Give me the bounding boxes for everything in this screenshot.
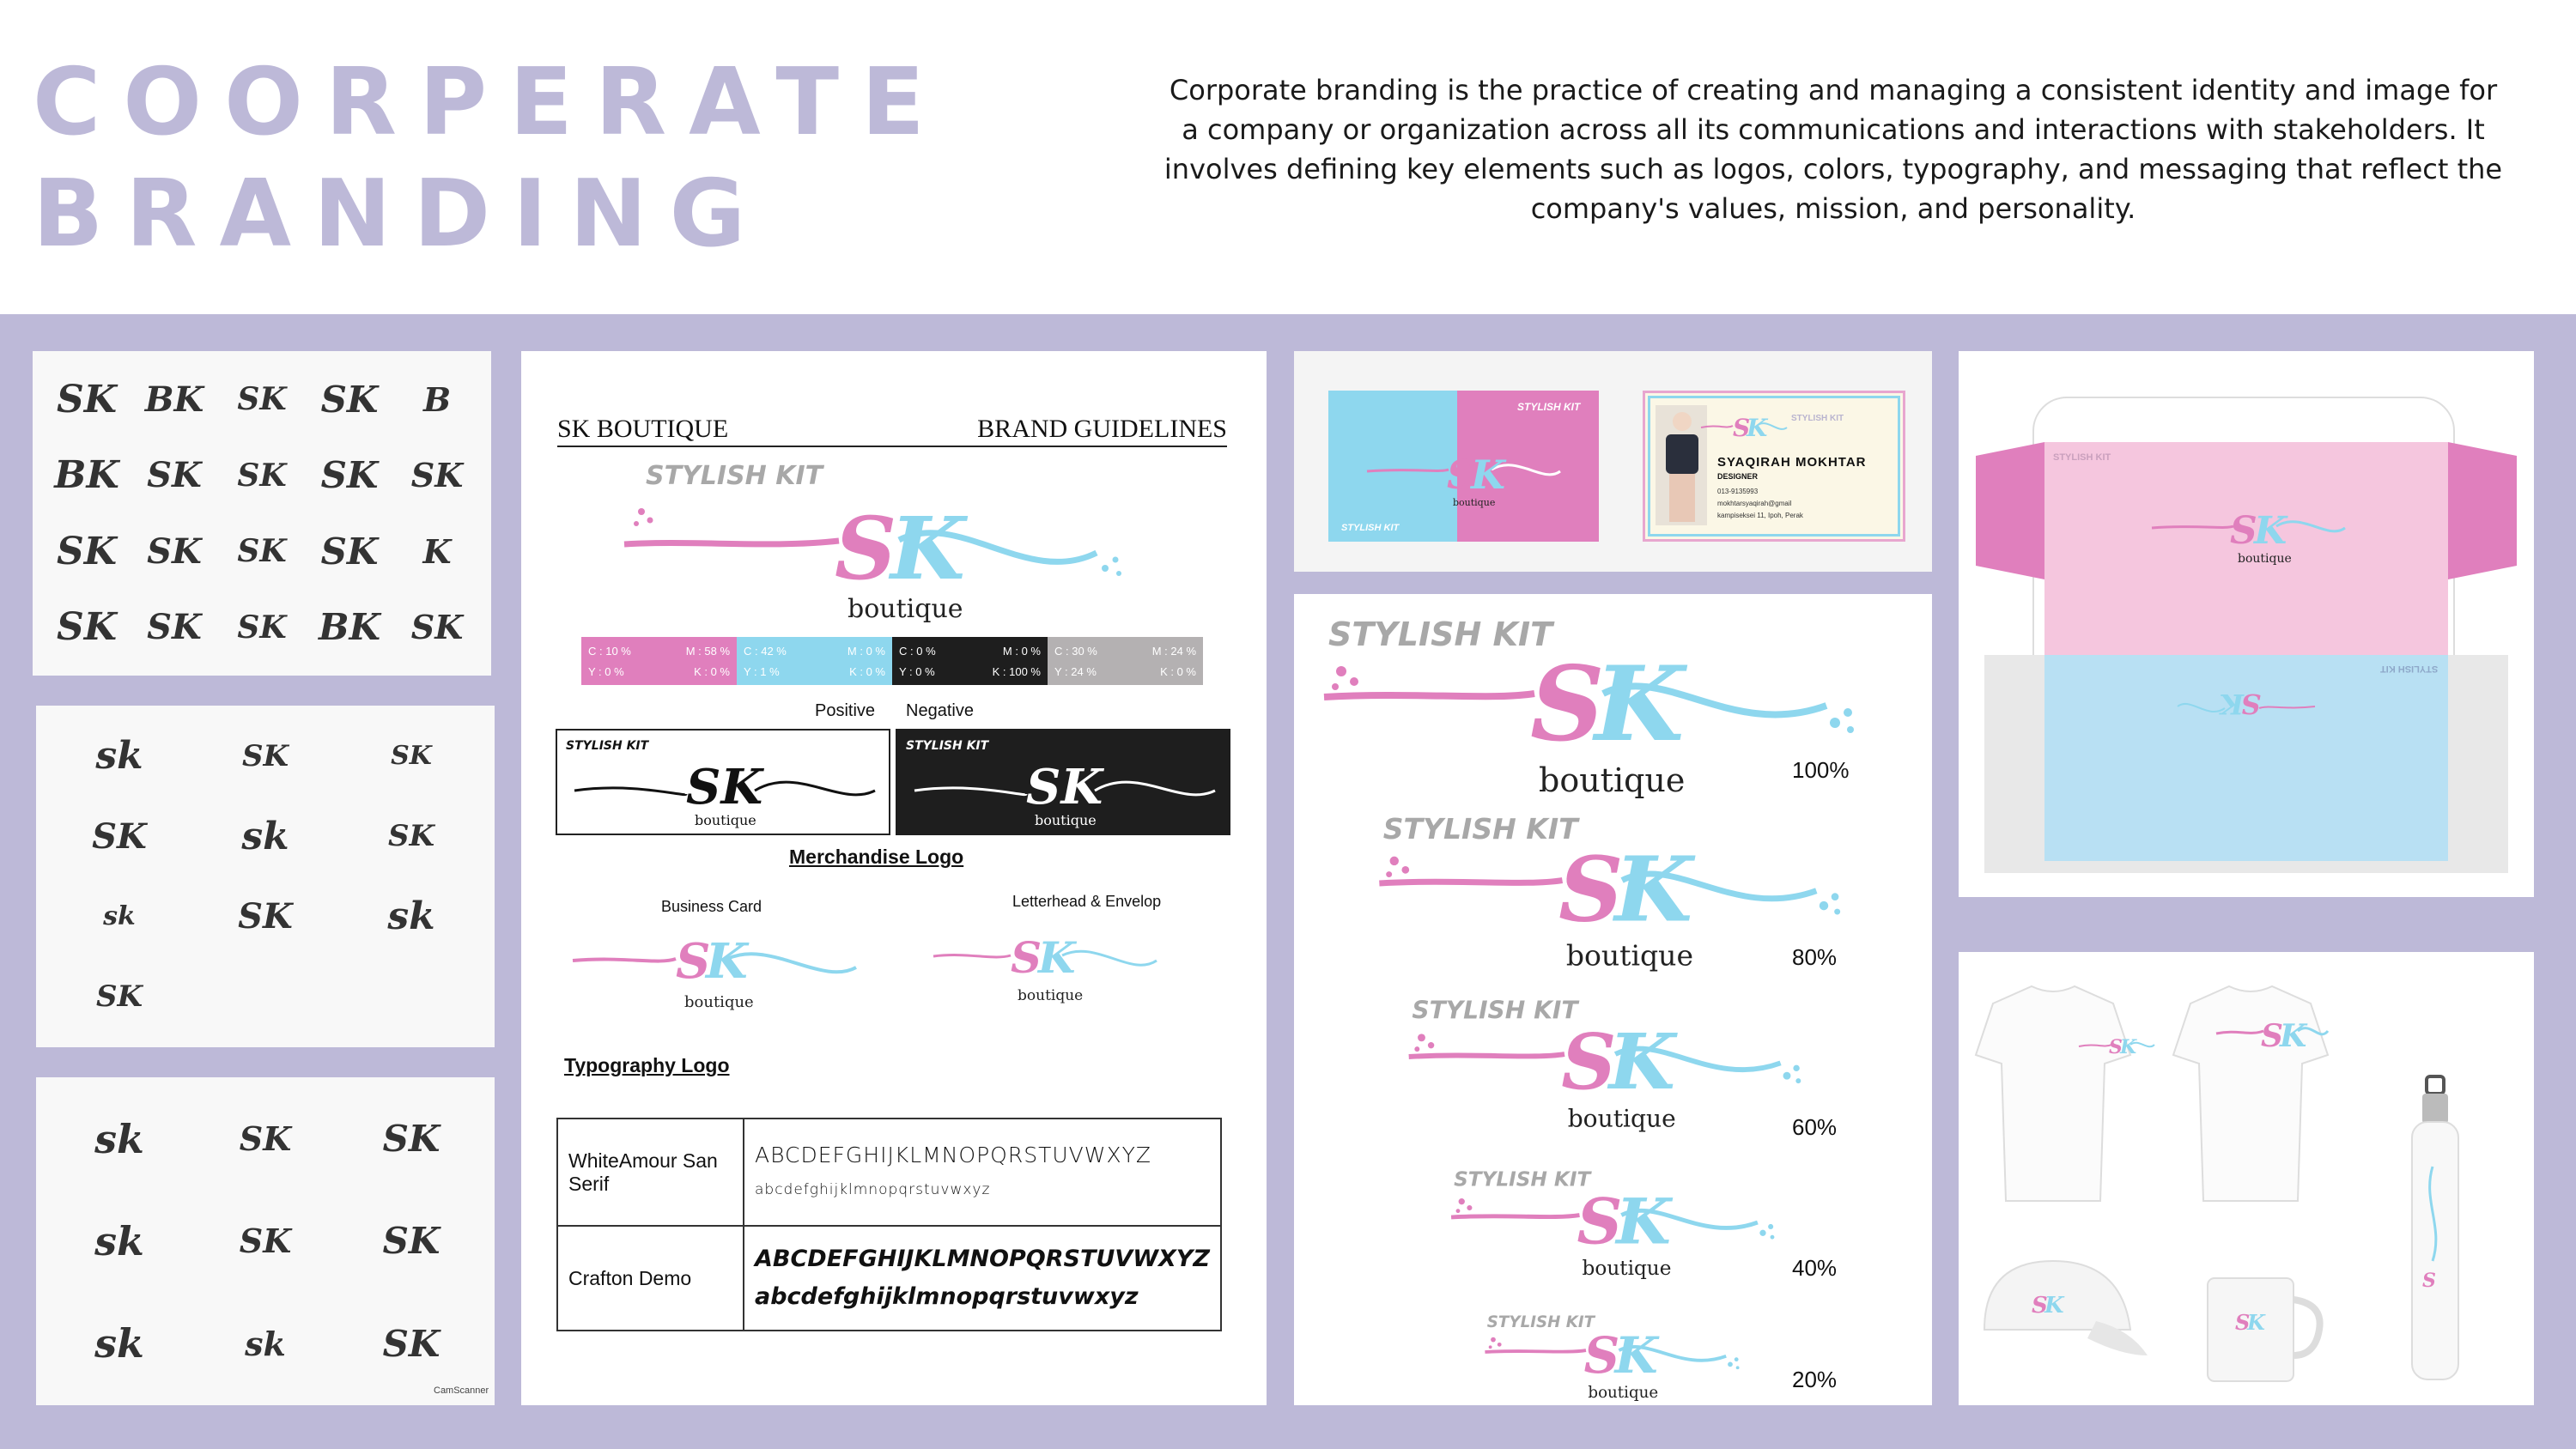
negative-label: Negative	[906, 701, 974, 720]
cap	[1984, 1261, 2148, 1355]
sketch-logo: SK	[237, 381, 287, 418]
svg-text:boutique: boutique	[695, 812, 756, 828]
svg-text:K: K	[2254, 509, 2287, 553]
font-sample-upper: ABCDEFGHIJKLMNOPQRSTUVWXYZ	[755, 1246, 1210, 1272]
scaled-stylish-kit: STYLISH KIT	[1486, 1313, 1595, 1332]
logo-scale-sheet	[1294, 594, 1932, 1405]
sketch-logo: BK	[54, 453, 119, 498]
scaled-logo	[1379, 812, 1840, 973]
svg-text:K: K	[2220, 688, 2244, 720]
water-bottle	[2412, 1076, 2458, 1379]
font-name-cell: Crafton Demo	[557, 1226, 744, 1331]
svg-text:K: K	[1608, 1017, 1675, 1106]
svg-text:STYLISH KIT: STYLISH KIT	[566, 739, 649, 753]
negative-logo-box	[896, 729, 1230, 835]
svg-text:S: S	[676, 933, 711, 990]
business-card-label: Business Card	[661, 898, 762, 915]
font-sample-cell	[744, 1226, 1221, 1331]
sketch-logo: SK	[320, 530, 379, 573]
card-phone: 013-9135993	[1717, 488, 1759, 495]
svg-text:SK: SK	[686, 759, 763, 815]
envelope-back-stylish: STYLISH KIT	[2379, 664, 2438, 674]
scaled-logo	[1324, 615, 1854, 799]
svg-text:S: S	[1561, 1017, 1617, 1106]
svg-text:K: K	[2247, 1310, 2265, 1335]
sketch-sheet-2	[36, 706, 495, 1047]
sketch-logo: SK	[56, 529, 118, 573]
letterhead-label: Letterhead & Envelop	[1012, 893, 1162, 910]
svg-text:SK: SK	[1026, 759, 1103, 815]
sketch-logo: SK	[382, 1118, 440, 1161]
svg-text:S: S	[1583, 1326, 1620, 1385]
envelope-back-blue	[2044, 655, 2448, 861]
logo-k: K	[890, 498, 965, 599]
envelope-front-pink	[2044, 442, 2448, 655]
svg-text:S: S	[1011, 932, 1042, 983]
svg-text:boutique: boutique	[1035, 812, 1097, 828]
logo-scale-svg	[1294, 594, 1932, 1405]
sketch-logo: SK	[147, 530, 202, 572]
merch-logo-business	[564, 918, 899, 1021]
sketch-logo: SK	[147, 607, 202, 648]
svg-text:S: S	[2235, 1310, 2251, 1335]
svg-text:S: S	[2230, 509, 2257, 553]
svg-text:K: K	[1614, 836, 1693, 943]
sketch-logo: K	[422, 531, 452, 571]
sketch-logo: SK	[387, 819, 435, 854]
envelope-mockup	[1959, 351, 2534, 897]
envelope-logo	[2148, 494, 2354, 571]
svg-text:boutique: boutique	[2238, 552, 2292, 566]
card-back-logo	[1697, 405, 1791, 448]
merchandise-logo-title: Merchandise Logo	[789, 846, 964, 868]
scaled-logo	[1485, 1313, 1739, 1402]
sketch-logo: sk	[245, 1324, 286, 1363]
scaled-stylish-kit: STYLISH KIT	[1412, 996, 1578, 1025]
page-title	[33, 47, 977, 270]
sketch-logo: BK	[144, 379, 204, 420]
positive-logo-box	[556, 729, 890, 835]
sketch-logo: sk	[94, 1115, 144, 1162]
card-stylish-kit: STYLISH KIT	[1517, 401, 1581, 413]
svg-text:boutique: boutique	[1018, 987, 1084, 1004]
guidelines-header	[557, 415, 1227, 447]
scaled-boutique: boutique	[1565, 938, 1694, 973]
scaled-stylish-kit: STYLISH KIT	[1328, 615, 1553, 653]
card-logo	[1363, 437, 1569, 514]
typography-table	[556, 1118, 1222, 1331]
sketch-logo: SK	[95, 979, 143, 1015]
svg-text:K: K	[1747, 414, 1768, 442]
swatch-black: C : 0 % M : 0 % Y : 0 % K : 100 %	[892, 637, 1048, 685]
typography-logo-title: Typography Logo	[564, 1054, 730, 1076]
svg-text:STYLISH KIT: STYLISH KIT	[906, 739, 989, 753]
card-role: DESIGNER	[1717, 472, 1759, 481]
sketch-sheet-3	[36, 1077, 495, 1405]
card-back-stylish: STYLISH KIT	[1791, 414, 1844, 423]
table-row	[557, 1226, 1221, 1331]
envelope-back-logo	[2173, 672, 2319, 741]
sketch-logo: SK	[56, 605, 118, 650]
scale-label-100: 100%	[1792, 757, 1850, 783]
envelope-flap-right	[2448, 442, 2517, 579]
font-sample-cell	[744, 1119, 1221, 1226]
sketch-logo: SK	[92, 815, 147, 857]
svg-text:S: S	[2109, 1036, 2123, 1058]
scaled-boutique: boutique	[1582, 1257, 1672, 1281]
merch-logo-letterhead	[925, 918, 1191, 1021]
sketch-logo: SK	[320, 378, 379, 421]
svg-text:K: K	[1471, 452, 1505, 498]
svg-text:S: S	[1733, 414, 1751, 442]
svg-text:K: K	[706, 933, 748, 990]
svg-text:S: S	[1577, 1185, 1623, 1259]
card-stylish-kit-bottom: STYLISH KIT	[1341, 523, 1400, 533]
scaled-logo	[1451, 1167, 1774, 1280]
scaled-stylish-kit: STYLISH KIT	[1382, 811, 1578, 846]
sketch-logo: SK	[239, 1119, 292, 1159]
svg-text:K: K	[1038, 932, 1076, 983]
font-sample-lower: abcdefghijklmnopqrstuvwxyz	[755, 1180, 991, 1198]
sketch-logo: SK	[238, 896, 293, 937]
color-swatches	[581, 637, 1203, 685]
sketch-logo: SK	[391, 741, 432, 772]
sketch-logo: sk	[95, 734, 143, 779]
sketch-logo: sk	[387, 894, 435, 939]
svg-text:S: S	[2240, 688, 2261, 720]
sketch-logo: SK	[237, 457, 287, 494]
sketch-sheet-1	[33, 351, 491, 676]
sketch-logo: SK	[410, 456, 464, 495]
sketch-logo: SK	[237, 609, 287, 646]
svg-text:S: S	[2032, 1293, 2048, 1319]
swatch-grey: C : 30 % M : 24 % Y : 24 % K : 0 %	[1048, 637, 1203, 685]
scale-label-80: 80%	[1792, 944, 1838, 970]
scale-label-40: 40%	[1792, 1255, 1838, 1281]
sketch-logo: B	[422, 379, 452, 419]
title-line-2: BRANDING	[33, 161, 769, 268]
sketch-logo: SK	[382, 1220, 440, 1263]
card-name: SYAQIRAH MOKHTAR	[1717, 455, 1867, 470]
camscanner-mark: CamScanner	[434, 1385, 489, 1396]
sketch-logo: SK	[56, 377, 118, 421]
envelope-stylish-kit: STYLISH KIT	[2053, 452, 2111, 463]
svg-text:K: K	[2120, 1036, 2137, 1058]
scale-label-20: 20%	[1792, 1367, 1838, 1392]
swatch-blue: C : 42 % M : 0 % Y : 1 % K : 0 %	[737, 637, 892, 685]
card-address: kampiseksei 11, Ipoh, Perak	[1717, 512, 1803, 519]
mug	[2208, 1278, 2320, 1381]
intro-paragraph: Corporate branding is the practice of creating and managing a consistent identity and image for a company or organization across all its communications and interactions with stakeholders. It involves defining key elements such as logos, colors, typography, and messaging that reflect the company's values, mission, and personality.	[1163, 74, 2503, 225]
swatch-pink: C : 10 % M : 58 % Y : 0 % K : 0 %	[581, 637, 737, 685]
guidelines-right-title: BRAND GUIDELINES	[977, 415, 1227, 443]
sketch-logo: SK	[382, 1322, 440, 1365]
positive-label: Positive	[815, 701, 876, 720]
sketch-logo: SK	[241, 738, 289, 773]
scaled-stylish-kit: STYLISH KIT	[1454, 1167, 1591, 1191]
logo-s: S	[835, 498, 897, 599]
business-card-mockup	[1294, 351, 1932, 572]
logo-boutique: boutique	[848, 594, 963, 624]
svg-text:K: K	[1595, 644, 1685, 765]
table-row	[557, 1119, 1221, 1226]
scale-label-60: 60%	[1792, 1114, 1838, 1140]
svg-text:boutique: boutique	[1453, 497, 1496, 508]
brand-guidelines-sheet	[521, 351, 1267, 1405]
svg-text:K: K	[2280, 1018, 2307, 1054]
envelope-flap-left	[1976, 442, 2044, 579]
scaled-boutique: boutique	[1539, 761, 1686, 799]
sketch-logo: sk	[241, 814, 289, 858]
svg-text:S: S	[1447, 452, 1476, 498]
svg-text:boutique: boutique	[684, 993, 754, 1011]
card-email: mokhtarsyaqirah@gmail	[1717, 500, 1792, 507]
guidelines-left-title: SK BOUTIQUE	[557, 415, 729, 443]
svg-text:S: S	[1530, 644, 1605, 765]
card-back	[1643, 391, 1905, 542]
font-sample-upper: ABCDEFGHIJKLMNOPQRSTUVWXYZ	[755, 1142, 1152, 1167]
merch-svg	[1959, 952, 2534, 1405]
sketch-logo: SK	[147, 455, 202, 496]
title-line-1: COORPERATE	[33, 49, 947, 156]
svg-text:S: S	[1558, 836, 1624, 943]
sketch-logo: sk	[94, 1320, 144, 1367]
tshirt-front	[1976, 986, 2130, 1201]
svg-text:K: K	[1614, 1326, 1658, 1385]
font-name-cell: WhiteAmour San Serif	[557, 1119, 744, 1226]
scaled-boutique: boutique	[1588, 1383, 1659, 1402]
sketch-logo: SK	[237, 533, 287, 570]
svg-text:K: K	[2044, 1293, 2064, 1319]
merchandise-mockup	[1959, 952, 2534, 1405]
scaled-boutique: boutique	[1567, 1104, 1676, 1133]
font-sample-lower: abcdefghijklmnopqrstuvwxyz	[755, 1283, 1139, 1310]
sketch-logo: sk	[103, 901, 136, 932]
sketch-logo: BK	[318, 606, 380, 649]
sketch-logo: SK	[410, 608, 464, 647]
sketch-logo: sk	[94, 1217, 144, 1264]
svg-text:K: K	[1616, 1185, 1671, 1259]
sketch-logo: SK	[239, 1222, 292, 1261]
sketch-logo: SK	[320, 454, 379, 497]
primary-logo	[616, 458, 1148, 630]
svg-text:S: S	[2422, 1270, 2436, 1292]
logo-stylish-kit: STYLISH KIT	[646, 461, 823, 491]
scaled-logo	[1409, 997, 1801, 1133]
svg-text:S: S	[2261, 1018, 2283, 1054]
